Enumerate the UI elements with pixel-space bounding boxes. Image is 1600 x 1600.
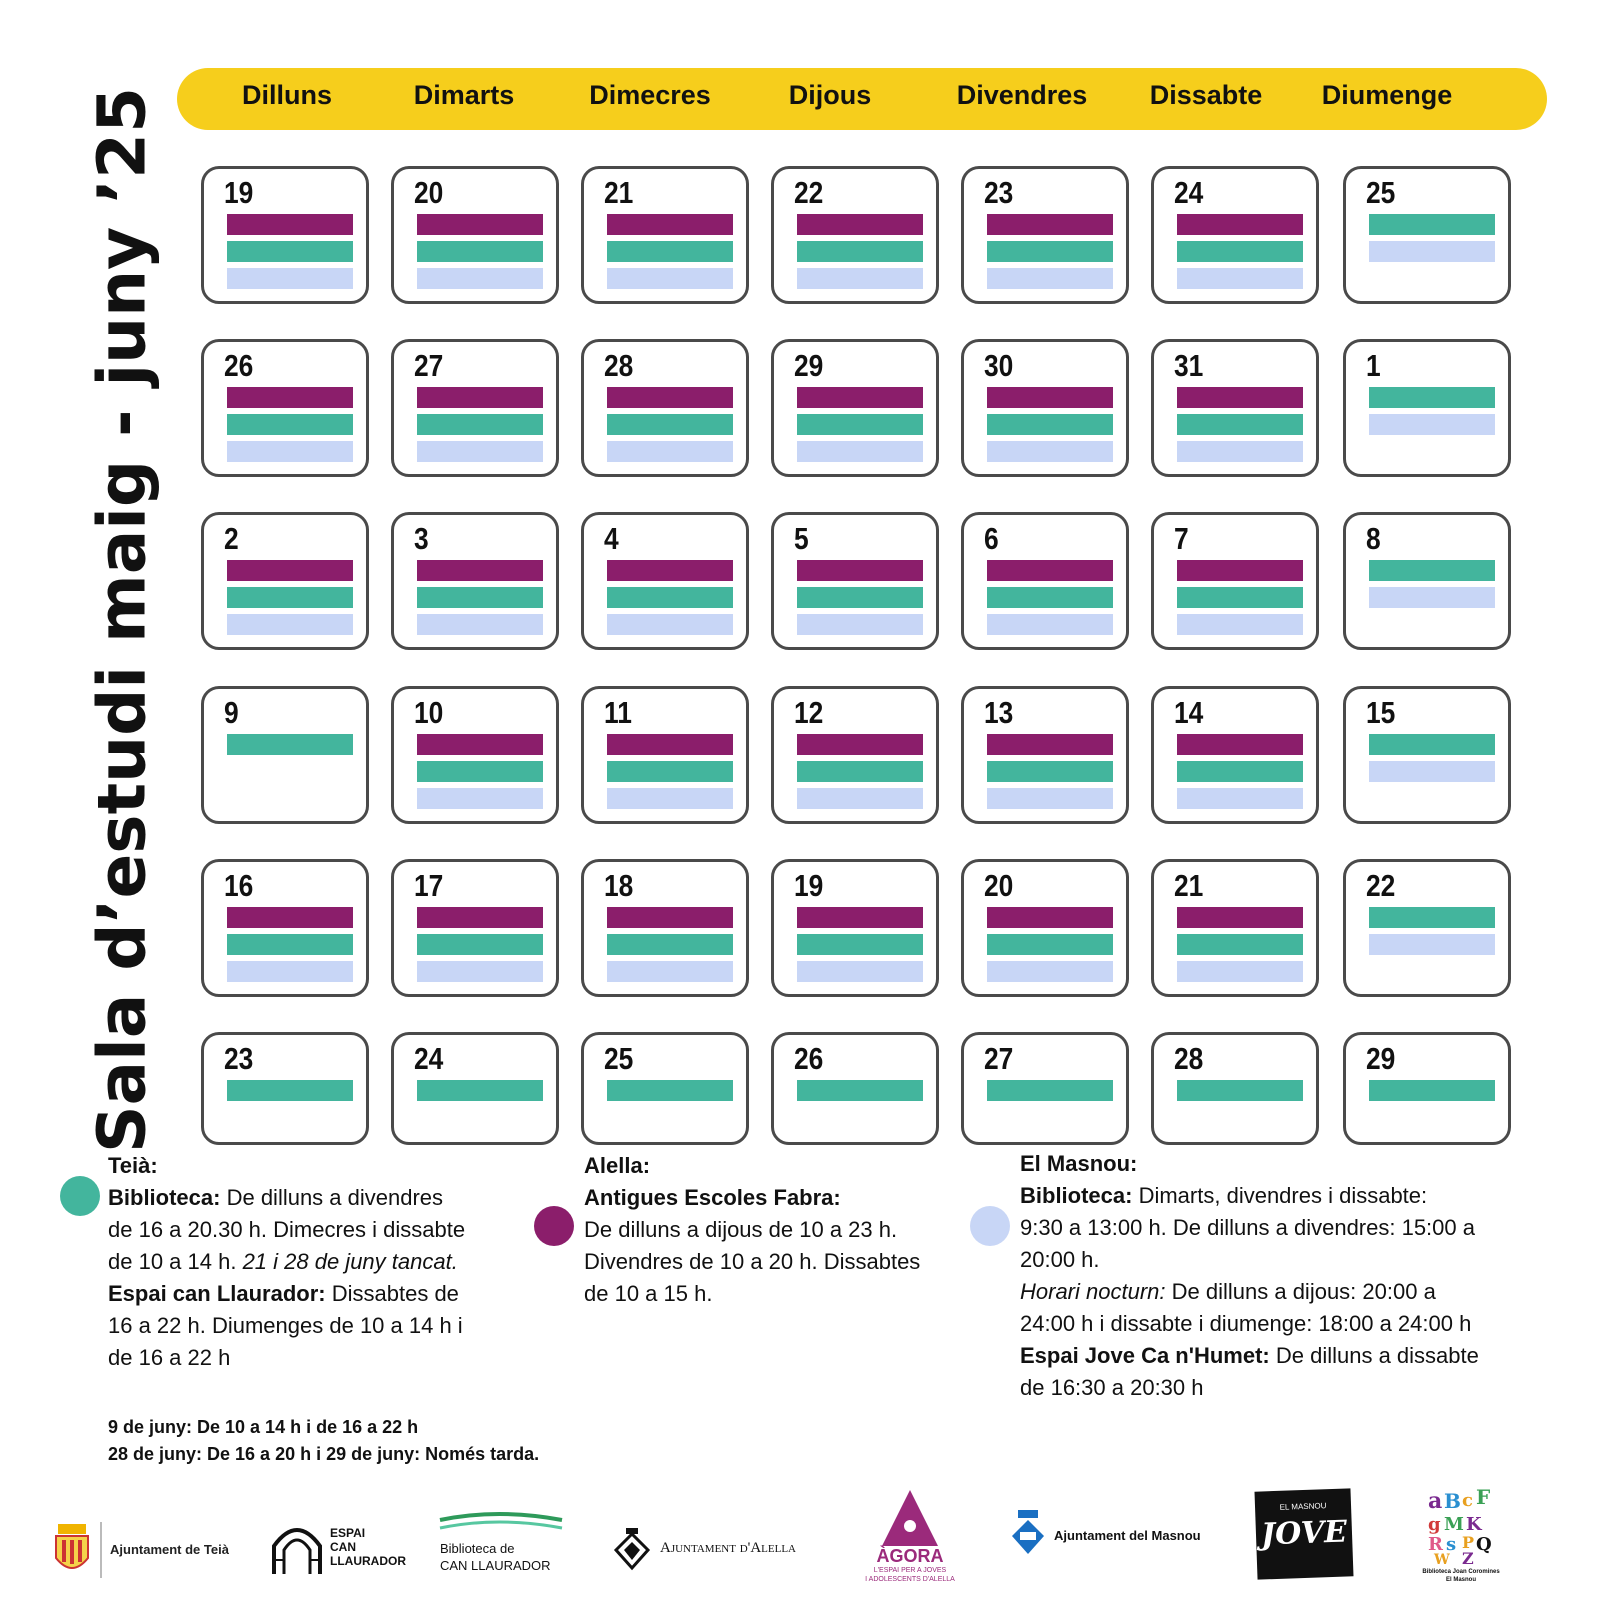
schedule-bar-masnou <box>1369 587 1495 608</box>
schedule-bar-masnou <box>417 961 543 982</box>
schedule-bar-teia <box>987 587 1113 608</box>
svg-text:g: g <box>1428 1514 1441 1535</box>
schedule-bar-alella <box>417 387 543 408</box>
teia-line-2: de 16 a 20.30 h. Dimecres i dissabte <box>108 1217 466 1242</box>
day-cell <box>1343 859 1511 997</box>
schedule-bar-alella <box>417 214 543 235</box>
teia-line-5: 16 a 22 h. Diumenges de 10 a 14 h i <box>108 1313 463 1338</box>
arch-icon <box>270 1520 324 1576</box>
schedule-bar-teia <box>227 1080 353 1101</box>
schedule-bar-teia <box>417 934 543 955</box>
schedule-bar-alella <box>227 907 353 928</box>
day-cell <box>961 166 1129 304</box>
day-cell <box>1151 686 1319 824</box>
schedule-bar-teia <box>1369 907 1495 928</box>
day-cell <box>581 859 749 997</box>
weekday-header <box>177 68 1547 130</box>
biblio-line-2: CAN LLAURADOR <box>440 1558 551 1573</box>
weekday-wed: Dimecres <box>589 80 711 110</box>
schedule-bar-teia <box>607 587 733 608</box>
schedule-bar-masnou <box>1369 934 1495 955</box>
schedule-bar-masnou <box>607 788 733 809</box>
schedule-bar-masnou <box>417 614 543 635</box>
teia-heading: Teià: <box>108 1153 158 1178</box>
day-cell <box>961 339 1129 477</box>
schedule-bar-alella <box>607 734 733 755</box>
teia-line-6: de 16 a 22 h <box>108 1345 231 1370</box>
note-2: 28 de juny: De 16 a 20 h i 29 de juny: Només tarda. <box>108 1444 540 1464</box>
schedule-bar-masnou <box>607 961 733 982</box>
masnou-line-2: 9:30 a 13:00 h. De dilluns a divendres: 15:00 a <box>1020 1215 1475 1240</box>
day-number: 20 <box>414 175 444 210</box>
teia-closed-note: 21 i 28 de juny tancat. <box>242 1249 458 1274</box>
day-number: 12 <box>794 695 824 730</box>
schedule-bar-teia <box>1369 214 1495 235</box>
day-cell <box>1151 339 1319 477</box>
svg-text:M: M <box>1444 1514 1464 1535</box>
teia-color-dot <box>60 1176 100 1216</box>
day-number: 3 <box>414 521 429 556</box>
alphabet-collage-icon <box>1426 1486 1496 1566</box>
day-cell <box>961 686 1129 824</box>
day-number: 20 <box>984 868 1014 903</box>
svg-text:K: K <box>1466 1514 1482 1535</box>
schedule-bar-teia <box>987 414 1113 435</box>
schedule-bar-teia <box>987 1080 1113 1101</box>
day-number: 30 <box>984 348 1014 383</box>
schedule-bar-teia <box>227 587 353 608</box>
weekday-fri: Divendres <box>956 80 1088 110</box>
day-number: 27 <box>414 348 444 383</box>
schedule-bar-masnou <box>227 268 353 289</box>
logo-biblioteca-can-llaurador <box>438 1510 568 1580</box>
schedule-bar-masnou <box>1177 441 1303 462</box>
day-cell <box>961 1032 1129 1145</box>
schedule-bar-masnou <box>607 441 733 462</box>
day-number: 13 <box>984 695 1014 730</box>
schedule-bar-alella <box>1177 907 1303 928</box>
schedule-bar-masnou <box>987 614 1113 635</box>
day-number: 4 <box>604 521 619 556</box>
schedule-bar-masnou <box>987 788 1113 809</box>
day-cell <box>581 339 749 477</box>
day-number: 21 <box>604 175 634 210</box>
schedule-bar-alella <box>797 734 923 755</box>
llaurador-line-3: LLAURADOR <box>330 1554 406 1568</box>
schedule-bar-alella <box>417 734 543 755</box>
day-number: 9 <box>224 695 239 730</box>
schedule-bar-masnou <box>1177 961 1303 982</box>
schedule-bar-teia <box>1177 934 1303 955</box>
schedule-bar-teia <box>987 241 1113 262</box>
schedule-bar-teia <box>1177 414 1303 435</box>
day-cell <box>581 166 749 304</box>
day-cell <box>391 686 559 824</box>
schedule-bar-teia <box>1177 241 1303 262</box>
agora-title: ÀGORA <box>876 1546 944 1566</box>
day-cell <box>201 1032 369 1145</box>
hill-lines-icon <box>438 1510 564 1532</box>
teia-biblioteca-label: Biblioteca: <box>108 1185 221 1210</box>
alella-fabra-label: Antigues Escoles Fabra: <box>584 1185 841 1210</box>
day-cell <box>391 339 559 477</box>
schedule-bar-alella <box>797 907 923 928</box>
schedule-bar-teia <box>607 1080 733 1101</box>
schedule-bar-teia <box>987 934 1113 955</box>
schedule-bar-masnou <box>227 441 353 462</box>
day-number: 16 <box>224 868 254 903</box>
legend-masnou <box>1020 1148 1552 1404</box>
day-number: 23 <box>984 175 1014 210</box>
svg-text:Z: Z <box>1462 1549 1474 1566</box>
note-1: 9 de juny: De 10 a 14 h i de 16 a 22 h <box>108 1417 419 1437</box>
schedule-bar-teia <box>227 734 353 755</box>
schedule-bar-teia <box>417 241 543 262</box>
llaurador-line-2: CAN <box>330 1540 356 1554</box>
day-number: 27 <box>984 1041 1014 1076</box>
day-cell <box>201 686 369 824</box>
schedule-bar-masnou <box>797 961 923 982</box>
schedule-bar-teia <box>1177 761 1303 782</box>
day-number: 1 <box>1366 348 1381 383</box>
day-cell <box>961 512 1129 650</box>
schedule-bar-alella <box>607 387 733 408</box>
day-cell <box>1343 512 1511 650</box>
schedule-bar-teia <box>227 934 353 955</box>
day-number: 24 <box>414 1041 444 1076</box>
schedule-bar-teia <box>797 1080 923 1101</box>
day-cell <box>1151 512 1319 650</box>
schedule-bar-teia <box>417 414 543 435</box>
svg-text:R: R <box>1428 1534 1443 1555</box>
day-cell <box>581 512 749 650</box>
masnou-line-6: De dilluns a dissabte <box>1269 1343 1479 1368</box>
day-cell <box>771 166 939 304</box>
day-cell <box>201 859 369 997</box>
day-number: 22 <box>794 175 824 210</box>
day-number: 11 <box>604 695 632 730</box>
schedule-bar-masnou <box>1369 414 1495 435</box>
schedule-bar-teia <box>607 934 733 955</box>
schedule-bar-alella <box>607 907 733 928</box>
day-number: 5 <box>794 521 809 556</box>
schedule-bar-masnou <box>987 441 1113 462</box>
svg-text:F: F <box>1476 1486 1491 1509</box>
schedule-bar-alella <box>987 734 1113 755</box>
day-cell <box>391 1032 559 1145</box>
masnou-color-dot <box>970 1206 1010 1246</box>
day-cell <box>771 686 939 824</box>
weekday-sat: Dissabte <box>1149 80 1263 110</box>
page-title: Sala d’estudi maig - juny ’25 <box>83 87 161 1153</box>
schedule-bar-teia <box>1369 734 1495 755</box>
llaurador-line-1: ESPAI <box>330 1526 366 1540</box>
masnou-line-1: Dimarts, divendres i dissabte: <box>1132 1183 1428 1208</box>
svg-text:a: a <box>1428 1488 1443 1514</box>
logo-biblioteca-joan-coromines <box>1416 1486 1506 1590</box>
day-number: 28 <box>1174 1041 1204 1076</box>
logo-ajuntament-alella <box>612 1528 832 1578</box>
day-number: 2 <box>224 521 239 556</box>
schedule-bar-masnou <box>1177 614 1303 635</box>
schedule-bar-teia <box>227 241 353 262</box>
schedule-bar-teia <box>607 761 733 782</box>
schedule-bar-alella <box>227 387 353 408</box>
schedule-bar-alella <box>227 560 353 581</box>
schedule-bar-teia <box>1177 1080 1303 1101</box>
schedule-bar-alella <box>797 560 923 581</box>
masnou-logo-text: Ajuntament del Masnou <box>1054 1528 1201 1543</box>
day-number: 10 <box>414 695 444 730</box>
logo-el-masnou-jove <box>1254 1488 1353 1579</box>
svg-text:B: B <box>1444 1489 1461 1513</box>
alella-line-2: De dilluns a dijous de 10 a 23 h. <box>584 1217 898 1242</box>
schedule-bar-teia <box>797 587 923 608</box>
day-cell <box>771 859 939 997</box>
schedule-bar-masnou <box>417 268 543 289</box>
day-cell <box>1151 859 1319 997</box>
schedule-bar-masnou <box>987 268 1113 289</box>
teia-shield-icon <box>52 1522 92 1578</box>
day-cell <box>581 686 749 824</box>
svg-text:W: W <box>1434 1552 1450 1566</box>
day-cell <box>771 512 939 650</box>
schedule-bar-masnou <box>1177 268 1303 289</box>
agora-triangle-icon <box>880 1488 940 1548</box>
masnou-line-7: de 16:30 a 20:30 h <box>1020 1375 1204 1400</box>
weekday-tue: Dimarts <box>413 80 515 110</box>
schedule-bar-alella <box>1177 387 1303 408</box>
schedule-bar-masnou <box>417 441 543 462</box>
day-cell <box>1151 166 1319 304</box>
schedule-bar-masnou <box>1369 761 1495 782</box>
schedule-bar-teia <box>607 414 733 435</box>
masnou-line-3: 20:00 h. <box>1020 1247 1100 1272</box>
schedule-bar-alella <box>987 907 1113 928</box>
masnou-night-label: Horari nocturn: <box>1020 1279 1166 1304</box>
day-cell <box>771 339 939 477</box>
schedule-bar-masnou <box>227 614 353 635</box>
weekday-thu: Dijous <box>788 80 872 110</box>
schedule-bar-teia <box>797 241 923 262</box>
masnou-espai-jove-label: Espai Jove Ca n'Humet: <box>1020 1343 1270 1368</box>
schedule-bar-alella <box>1177 734 1303 755</box>
coromines-line-2: El Masnou <box>1445 1577 1476 1583</box>
schedule-bar-alella <box>227 214 353 235</box>
logo-agora <box>860 1488 960 1588</box>
day-cell <box>201 512 369 650</box>
schedule-bar-teia <box>417 1080 543 1101</box>
schedule-bar-teia <box>797 414 923 435</box>
teia-line-3: de 10 a 14 h. <box>108 1249 243 1274</box>
teia-logo-text: Ajuntament de Teià <box>110 1542 229 1557</box>
schedule-bar-masnou <box>797 614 923 635</box>
alella-color-dot <box>534 1206 574 1246</box>
day-number: 14 <box>1174 695 1204 730</box>
day-cell <box>201 166 369 304</box>
logo-ajuntament-teia <box>52 1522 242 1582</box>
day-cell <box>581 1032 749 1145</box>
day-cell <box>1343 166 1511 304</box>
logo-espai-can-llaurador <box>270 1520 406 1580</box>
day-cell <box>1151 1032 1319 1145</box>
alella-heading: Alella: <box>584 1153 651 1178</box>
jove-subtitle: EL MASNOU <box>1279 1501 1327 1512</box>
teia-espai-label: Espai can Llaurador: <box>108 1281 326 1306</box>
alella-shield-icon <box>612 1528 652 1572</box>
day-number: 15 <box>1366 695 1396 730</box>
day-number: 6 <box>984 521 999 556</box>
masnou-heading: El Masnou: <box>1020 1151 1138 1176</box>
day-number: 19 <box>224 175 254 210</box>
svg-text:P: P <box>1462 1533 1475 1552</box>
schedule-bar-masnou <box>1369 241 1495 262</box>
schedule-bar-teia <box>1369 560 1495 581</box>
day-number: 23 <box>224 1041 254 1076</box>
schedule-bar-alella <box>987 387 1113 408</box>
schedule-bar-teia <box>1369 387 1495 408</box>
schedule-bar-teia <box>1369 1080 1495 1101</box>
day-number: 8 <box>1366 521 1381 556</box>
legend-alella <box>584 1150 984 1310</box>
day-number: 18 <box>604 868 634 903</box>
schedule-bar-teia <box>797 934 923 955</box>
schedule-bar-alella <box>987 560 1113 581</box>
teia-line-1: De dilluns a divendres <box>220 1185 444 1210</box>
day-number: 25 <box>1366 175 1396 210</box>
teia-line-4: Dissabtes de <box>325 1281 459 1306</box>
schedule-bar-masnou <box>987 961 1113 982</box>
weekday-sun: Diumenge <box>1321 80 1453 110</box>
day-number: 28 <box>604 348 634 383</box>
svg-text:s: s <box>1446 1534 1457 1555</box>
schedule-bar-masnou <box>607 268 733 289</box>
legend-teia <box>108 1150 528 1374</box>
day-number: 26 <box>224 348 254 383</box>
schedule-bar-teia <box>987 761 1113 782</box>
alella-logo-text: Ajuntament d'Alella <box>660 1540 796 1556</box>
schedule-bar-teia <box>1177 587 1303 608</box>
schedule-bar-alella <box>607 560 733 581</box>
day-cell <box>391 512 559 650</box>
alella-line-4: de 10 a 15 h. <box>584 1281 713 1306</box>
day-number: 29 <box>1366 1041 1396 1076</box>
day-cell <box>771 1032 939 1145</box>
schedule-bar-masnou <box>607 614 733 635</box>
day-number: 25 <box>604 1041 634 1076</box>
schedule-bar-alella <box>797 214 923 235</box>
day-cell <box>201 339 369 477</box>
schedule-bar-teia <box>227 414 353 435</box>
coromines-line-1: Biblioteca Joan Coromines <box>1422 1569 1500 1575</box>
schedule-bar-masnou <box>797 441 923 462</box>
schedule-bar-masnou <box>227 961 353 982</box>
schedule-bar-alella <box>1177 560 1303 581</box>
schedule-bar-masnou <box>1177 788 1303 809</box>
jove-title: JOVE <box>1260 1514 1348 1553</box>
biblio-line-1: Biblioteca de <box>440 1541 515 1556</box>
masnou-biblioteca-label: Biblioteca: <box>1020 1183 1133 1208</box>
day-cell <box>1343 686 1511 824</box>
agora-sub-2: I ADOLESCENTS D'ALELLA <box>865 1576 955 1583</box>
day-cell <box>1343 1032 1511 1145</box>
agora-sub-1: L'ESPAI PER A JOVES <box>873 1567 947 1574</box>
schedule-bar-masnou <box>797 268 923 289</box>
day-cell <box>391 859 559 997</box>
day-cell <box>391 166 559 304</box>
logo-ajuntament-masnou <box>1010 1510 1230 1560</box>
schedule-bar-alella <box>417 907 543 928</box>
day-number: 24 <box>1174 175 1204 210</box>
schedule-bar-teia <box>417 761 543 782</box>
day-number: 17 <box>414 868 444 903</box>
svg-text:Q: Q <box>1476 1534 1492 1555</box>
masnou-line-4: De dilluns a dijous: 20:00 a <box>1165 1279 1436 1304</box>
alella-line-3: Divendres de 10 a 20 h. Dissabtes <box>584 1249 921 1274</box>
day-number: 31 <box>1174 348 1204 383</box>
schedule-bar-alella <box>607 214 733 235</box>
schedule-bar-alella <box>987 214 1113 235</box>
day-number: 29 <box>794 348 824 383</box>
svg-text:c: c <box>1462 1490 1473 1511</box>
schedule-bar-alella <box>1177 214 1303 235</box>
masnou-line-5: 24:00 h i dissabte i diumenge: 18:00 a 24:00 h <box>1020 1311 1472 1336</box>
schedule-bar-teia <box>417 587 543 608</box>
day-cell <box>961 859 1129 997</box>
schedule-bar-teia <box>797 761 923 782</box>
schedule-bar-alella <box>417 560 543 581</box>
day-number: 26 <box>794 1041 824 1076</box>
masnou-shield-icon <box>1010 1510 1046 1556</box>
schedule-bar-alella <box>797 387 923 408</box>
schedule-bar-masnou <box>797 788 923 809</box>
day-number: 21 <box>1174 868 1204 903</box>
schedule-bar-teia <box>607 241 733 262</box>
day-number: 19 <box>794 868 824 903</box>
day-cell <box>1343 339 1511 477</box>
special-notes <box>108 1414 539 1468</box>
schedule-bar-masnou <box>417 788 543 809</box>
day-number: 22 <box>1366 868 1396 903</box>
weekday-mon: Dilluns <box>241 80 332 110</box>
day-number: 7 <box>1174 521 1189 556</box>
